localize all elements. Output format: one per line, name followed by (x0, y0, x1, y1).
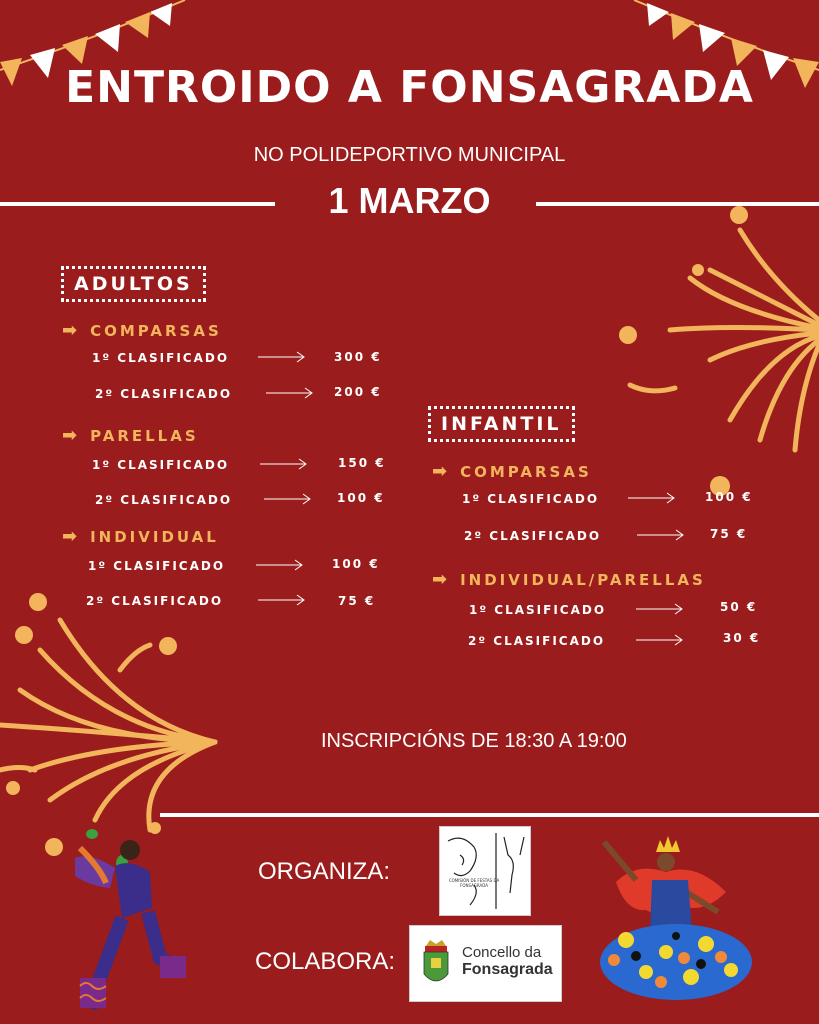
organiza-label: ORGANIZA: (258, 858, 391, 885)
arrow-right-icon: ➡ (432, 461, 451, 482)
prize-amount: 75 € (710, 527, 748, 541)
prize-place: 2º CLASIFICADO (468, 634, 606, 648)
prize-amount: 100 € (337, 491, 385, 505)
page-title: ENTROIDO A FONSAGRADA (65, 62, 754, 113)
horse-and-donkey-logo-icon (440, 827, 532, 917)
arrow-right-icon: ➡ (62, 526, 81, 547)
prize-place: 1º CLASIFICADO (92, 458, 230, 472)
prize-place: 1º CLASIFICADO (462, 492, 600, 506)
arrow-right-icon (258, 351, 306, 363)
prize-place: 2º CLASIFICADO (95, 387, 233, 401)
prize-place: 2º CLASIFICADO (464, 529, 602, 543)
category-heading: ➡ COMPARSAS (432, 461, 592, 482)
arrow-right-icon: ➡ (62, 320, 81, 341)
concello-logo-text (462, 944, 553, 980)
firework-burst-left-icon (0, 590, 220, 860)
concello-line-2: Fonsagrada (462, 961, 553, 979)
category-heading: ➡ PARELLAS (62, 425, 199, 446)
arrow-right-icon (628, 492, 676, 504)
category-heading: ➡ INDIVIDUAL/PARELLAS (432, 569, 706, 590)
arrow-right-icon (266, 387, 314, 399)
section-label-adultos: ADULTOS (61, 266, 206, 302)
arrow-right-icon (260, 458, 308, 470)
arrow-right-icon (258, 594, 306, 606)
arrow-right-icon (636, 603, 684, 615)
section-label-infantil: INFANTIL (428, 406, 575, 442)
prize-amount: 200 € (334, 385, 382, 399)
prize-amount: 100 € (705, 490, 753, 504)
prize-place: 1º CLASIFICADO (469, 603, 607, 617)
prize-amount: 150 € (338, 456, 386, 470)
arrow-right-icon: ➡ (432, 569, 451, 590)
event-date: 1 MARZO (328, 180, 491, 221)
registration-time: INSCRIPCIÓNS DE 18:30 A 19:00 (321, 730, 627, 752)
prize-place: 1º CLASIFICADO (92, 351, 230, 365)
firework-burst-icon (610, 200, 819, 460)
prize-place: 1º CLASIFICADO (88, 559, 226, 573)
footer-divider (160, 813, 819, 817)
prize-place: 2º CLASIFICADO (86, 594, 224, 608)
carnival-dancer-illustration (596, 832, 756, 1002)
colabora-label: COLABORA: (255, 948, 396, 975)
arrow-right-icon (637, 529, 685, 541)
concello-line-1: Concello da (462, 944, 542, 961)
prize-amount: 75 € (338, 594, 376, 608)
category-heading: ➡ COMPARSAS (62, 320, 222, 341)
dancer-illustration (60, 828, 195, 1018)
coat-of-arms-icon (420, 938, 452, 990)
colabora-logo (409, 925, 562, 1002)
venue-subtitle: NO POLIDEPORTIVO MUNICIPAL (253, 144, 566, 166)
arrow-right-icon (264, 493, 312, 505)
prize-amount: 30 € (723, 631, 761, 645)
prize-amount: 50 € (720, 600, 758, 614)
arrow-right-icon: ➡ (62, 425, 81, 446)
organiza-logo-text: COMISIÓN DE FESTAS DA FONSAGRADA (448, 878, 500, 888)
arrow-right-icon (636, 634, 684, 646)
arrow-right-icon (256, 559, 304, 571)
prize-amount: 100 € (332, 557, 380, 571)
prize-amount: 300 € (334, 350, 382, 364)
organiza-logo (439, 826, 531, 916)
category-heading: ➡ INDIVIDUAL (62, 526, 219, 547)
prize-place: 2º CLASIFICADO (95, 493, 233, 507)
